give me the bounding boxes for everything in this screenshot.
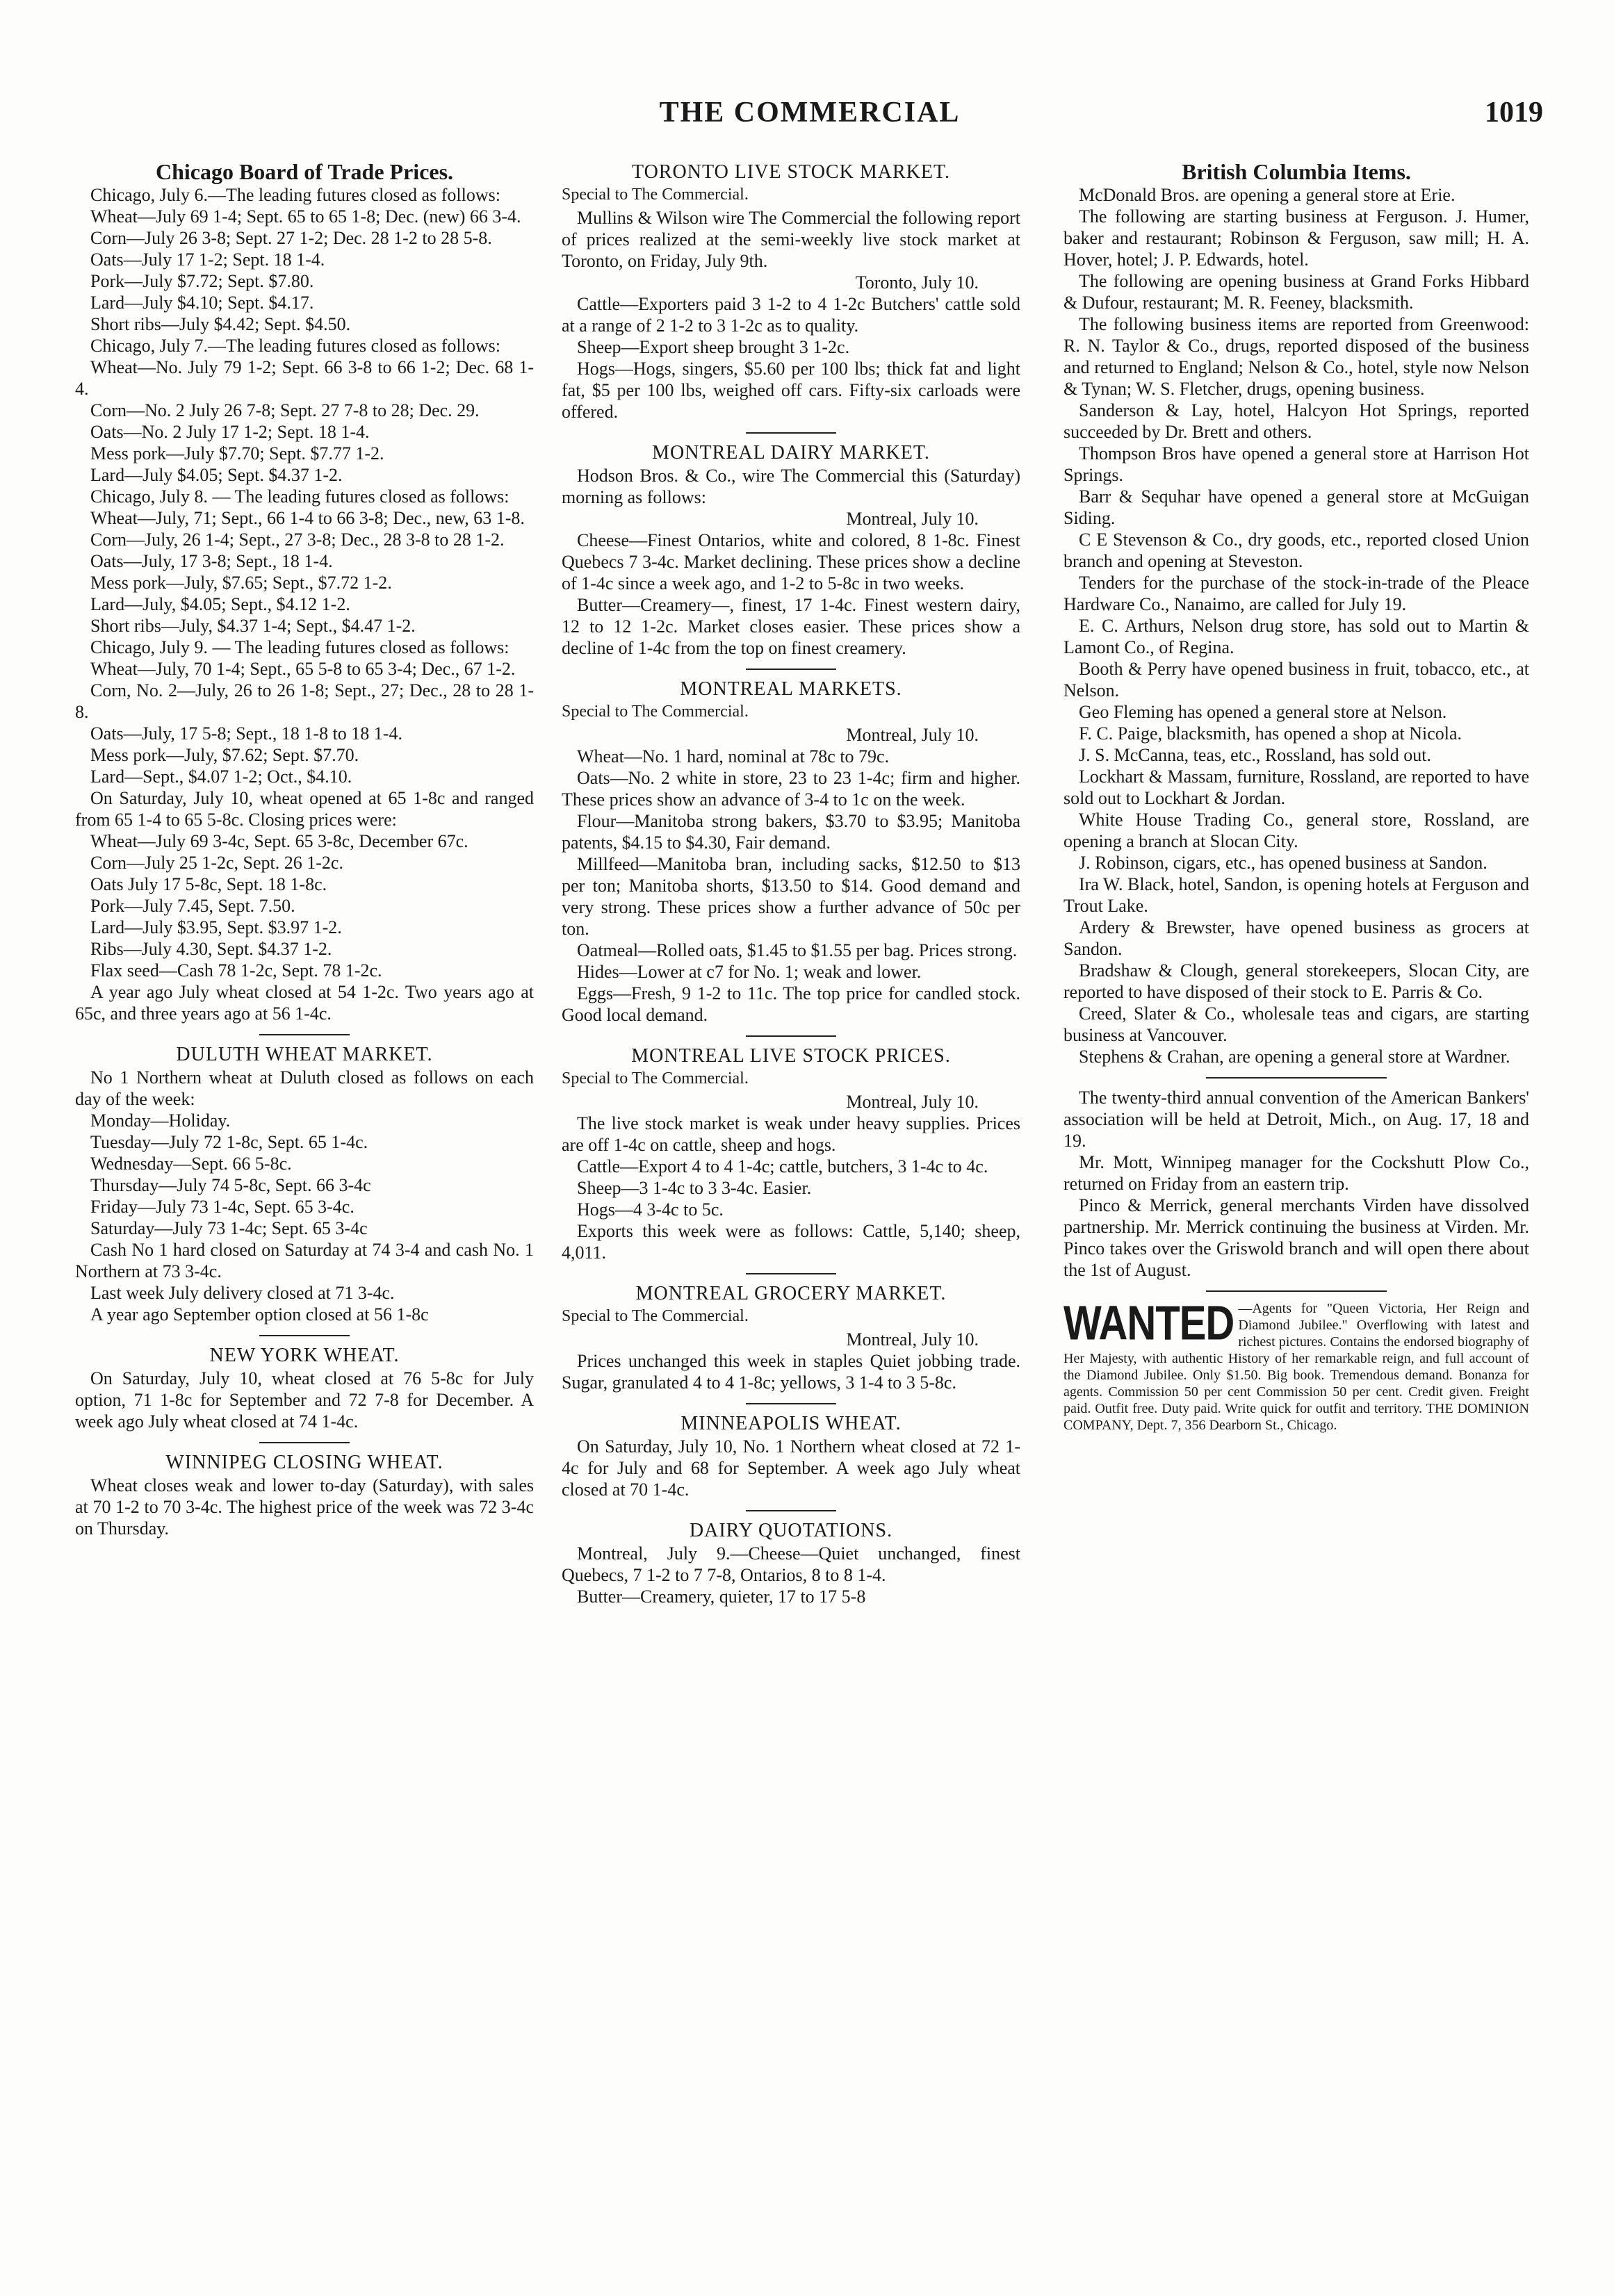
dateline: Montreal, July 10. bbox=[846, 1092, 979, 1112]
paragraph: Chicago, July 9. — The leading futures closed as follows: bbox=[90, 637, 510, 657]
paragraph: Sheep—Export sheep brought 3 1-2c. bbox=[577, 337, 850, 357]
wanted-advertisement bbox=[1063, 1296, 1529, 1434]
paragraph: Lard—Sept., $4.07 1-2; Oct., $4.10. bbox=[90, 766, 352, 787]
paragraph: Wheat—No. July 79 1-2; Sept. 66 3-8 to 66 1-2; Dec. 68 1-4. bbox=[75, 357, 534, 399]
paragraph: Wheat—No. 1 hard, nominal at 78c to 79c. bbox=[577, 746, 890, 766]
dateline: Montreal, July 10. bbox=[846, 509, 979, 529]
paragraph: Short ribs—July $4.42; Sept. $4.50. bbox=[90, 314, 351, 334]
paragraph: Last week July delivery closed at 71 3-4c. bbox=[90, 1283, 395, 1303]
paragraph: Chicago, July 6.—The leading futures closed as follows: bbox=[90, 185, 500, 205]
news-item: J. S. McCanna, teas, etc., Rossland, has sold out. bbox=[1079, 745, 1431, 765]
paragraph: Cattle—Export 4 to 4 1-4c; cattle, butchers, 3 1-4c to 4c. bbox=[577, 1156, 988, 1176]
paragraph: A year ago July wheat closed at 54 1-2c. Two years ago at 65c, and three years ago at 56 1-4c. bbox=[75, 982, 534, 1024]
paragraph: Lard—July $4.10; Sept. $4.17. bbox=[90, 293, 314, 313]
section-heading: Chicago Board of Trade Prices. bbox=[155, 161, 454, 184]
column-rule bbox=[259, 1442, 350, 1443]
section-heading: DULUTH WHEAT MARKET. bbox=[176, 1044, 433, 1065]
paragraph: Lard—July, $4.05; Sept., $4.12 1-2. bbox=[90, 594, 350, 614]
section-heading: MONTREAL LIVE STOCK PRICES. bbox=[631, 1045, 951, 1067]
column-rule bbox=[746, 1273, 836, 1274]
paragraph: Corn—July 26 3-8; Sept. 27 1-2; Dec. 28 1-2 to 28 5-8. bbox=[90, 228, 492, 248]
paragraph: Cattle—Exporters paid 3 1-2 to 4 1-2c Butchers' cattle sold at a range of 2 1-2 to 3 1-2c as to quality. bbox=[562, 294, 1020, 336]
paragraph: Oats—No. 2 July 17 1-2; Sept. 18 1-4. bbox=[90, 422, 370, 442]
section-heading: MONTREAL GROCERY MARKET. bbox=[635, 1283, 947, 1304]
paragraph: Exports this week were as follows: Cattle, 5,140; sheep, 4,011. bbox=[562, 1221, 1020, 1263]
news-item: White House Trading Co., general store, Rossland, are opening a branch at Slocan City. bbox=[1063, 810, 1529, 851]
news-item: Booth & Perry have opened business in fruit, tobacco, etc., at Nelson. bbox=[1063, 659, 1529, 700]
column-rule bbox=[1206, 1077, 1387, 1079]
news-item: Lockhart & Massam, furniture, Rossland, are reported to have sold out to Lockhart & Jordan. bbox=[1063, 766, 1529, 808]
news-item: Geo Fleming has opened a general store at Nelson. bbox=[1079, 702, 1447, 722]
news-item: Mr. Mott, Winnipeg manager for the Cockshutt Plow Co., returned on Friday from an eastern trip. bbox=[1063, 1152, 1529, 1194]
column-rule bbox=[259, 1335, 350, 1336]
paragraph: Lard—July $3.95, Sept. $3.97 1-2. bbox=[90, 917, 342, 937]
column-rule bbox=[259, 1034, 350, 1035]
column-3 bbox=[1063, 161, 1529, 2274]
paragraph: Pork—July $7.72; Sept. $7.80. bbox=[90, 271, 314, 291]
paragraph: Corn—July, 26 1-4; Sept., 27 3-8; Dec., 28 3-8 to 28 1-2. bbox=[90, 530, 505, 550]
paragraph: Oatmeal—Rolled oats, $1.45 to $1.55 per bag. Prices strong. bbox=[577, 940, 1018, 960]
paragraph: Mess pork—July, $7.62; Sept. $7.70. bbox=[90, 745, 359, 765]
article-section bbox=[562, 161, 1020, 423]
paragraph: Wheat—July 69 3-4c, Sept. 65 3-8c, December 67c. bbox=[90, 831, 468, 851]
news-item: The following are starting business at Ferguson. J. Humer, baker and restaurant; Robinson & Ferguson, saw mill; H. A. Hover, hotel; J. P. Edwards, hotel. bbox=[1063, 206, 1529, 270]
paragraph: Flour—Manitoba strong bakers, $3.70 to $3.95; Manitoba patents, $4.15 to $4.30, Fair demand. bbox=[562, 811, 1020, 853]
article-section bbox=[562, 1510, 1020, 1607]
news-item: E. C. Arthurs, Nelson drug store, has sold out to Martin & Lamont Co., of Regina. bbox=[1063, 616, 1529, 657]
paragraph: Corn, No. 2—July, 26 to 26 1-8; Sept., 27; Dec., 28 to 28 1-8. bbox=[75, 680, 534, 722]
article-section bbox=[562, 1273, 1020, 1393]
paragraph: Monday—Holiday. bbox=[90, 1110, 231, 1131]
news-item: Creed, Slater & Co., wholesale teas and cigars, are starting business at Vancouver. bbox=[1063, 1003, 1529, 1045]
section-heading: DAIRY QUOTATIONS. bbox=[689, 1520, 893, 1541]
dateline: Montreal, July 10. bbox=[846, 725, 979, 745]
article-section bbox=[75, 1335, 534, 1432]
paragraph: Mess pork—July, $7.65; Sept., $7.72 1-2. bbox=[90, 573, 392, 593]
news-item: Ira W. Black, hotel, Sandon, is opening hotels at Ferguson and Trout Lake. bbox=[1063, 874, 1529, 916]
special-line: Special to The Commercial. bbox=[562, 703, 749, 721]
page-number: 1019 bbox=[1485, 97, 1543, 129]
column-1 bbox=[75, 161, 534, 2274]
news-item: The following business items are reported from Greenwood: R. N. Taylor & Co., drugs, reported disposed of the business and returned to England; Nelson & Co., hotel, style now Nelson & Tynan; W. S. Fletcher, drugs, opening business. bbox=[1063, 314, 1529, 399]
section-heading: MONTREAL DAIRY MARKET. bbox=[652, 442, 930, 464]
column-rule bbox=[746, 1403, 836, 1404]
paragraph: A year ago September option closed at 56 1-8c bbox=[90, 1304, 429, 1325]
article-section bbox=[1063, 161, 1529, 1067]
section-heading: MONTREAL MARKETS. bbox=[680, 678, 902, 700]
article-section bbox=[562, 1403, 1020, 1500]
paragraph: Prices unchanged this week in staples Quiet jobbing trade. Sugar, granulated 4 to 4 1-8c; yellows, 3 1-4 to 3 5-8c. bbox=[562, 1351, 1020, 1393]
section-heading: TORONTO LIVE STOCK MARKET. bbox=[632, 161, 950, 183]
paragraph: Wheat—July 69 1-4; Sept. 65 to 65 1-8; Dec. (new) 66 3-4. bbox=[90, 206, 521, 227]
paragraph: Hides—Lower at c7 for No. 1; weak and lower. bbox=[577, 962, 922, 982]
paragraph: Mullins & Wilson wire The Commercial the following report of prices realized at the semi-weekly live stock market at Toronto, on Friday, July 9th. bbox=[562, 208, 1020, 271]
dateline: Montreal, July 10. bbox=[846, 1329, 979, 1350]
paragraph: Oats—July 17 1-2; Sept. 18 1-4. bbox=[90, 249, 325, 270]
article-section bbox=[75, 161, 534, 1024]
running-head bbox=[76, 96, 1543, 138]
dateline: Toronto, July 10. bbox=[855, 272, 979, 293]
paragraph: Wheat closes weak and lower to-day (Saturday), with sales at 70 1-2 to 70 3-4c. The highest price of the week was 72 3-4c on Thursday. bbox=[75, 1475, 534, 1539]
column-2 bbox=[562, 161, 1020, 2274]
advert-body: —Agents for "Queen Victoria, Her Reign and Diamond Jubilee." Overflowing with latest and richest pictures. Contains the endorsed biography of Her Majesty, with authentic History of her remarkable reign, and full account of the Diamond Jubilee. Only $1.50. Big book. Tremendous demand. Bonanza for agents. Commission 50 per cent Commission 50 per cent. Credit given. Freight paid. Outfit free. Duty paid. Write quick for outfit and territory. THE DOMINION COMPANY, Dept. 7, 356 Dearborn St., Chicago. bbox=[1063, 1301, 1529, 1433]
special-line: Special to The Commercial. bbox=[562, 1307, 749, 1325]
paragraph: Sheep—3 1-4c to 3 3-4c. Easier. bbox=[577, 1178, 812, 1198]
news-item: The following are opening business at Grand Forks Hibbard & Dufour, restaurant; M. R. Feeney, blacksmith. bbox=[1063, 271, 1529, 313]
paragraph: Hodson Bros. & Co., wire The Commercial this (Saturday) morning as follows: bbox=[562, 466, 1020, 507]
article-section bbox=[75, 1442, 534, 1539]
paragraph: Mess pork—July $7.70; Sept. $7.77 1-2. bbox=[90, 443, 384, 464]
article-section bbox=[562, 669, 1020, 1026]
column-rule bbox=[746, 1510, 836, 1511]
paragraph: Oats July 17 5-8c, Sept. 18 1-8c. bbox=[90, 874, 327, 894]
column-rule bbox=[746, 669, 836, 670]
paragraph: Flax seed—Cash 78 1-2c, Sept. 78 1-2c. bbox=[90, 960, 382, 981]
paragraph: No 1 Northern wheat at Duluth closed as follows on each day of the week: bbox=[75, 1067, 534, 1109]
special-line: Special to The Commercial. bbox=[562, 1069, 749, 1088]
paragraph: Oats—July, 17 5-8; Sept., 18 1-8 to 18 1-4. bbox=[90, 723, 402, 744]
notes-section bbox=[1063, 1087, 1529, 1281]
news-item: Barr & Sequhar have opened a general store at McGuigan Siding. bbox=[1063, 486, 1529, 528]
paragraph: Friday—July 73 1-4c, Sept. 65 3-4c. bbox=[90, 1197, 354, 1217]
paragraph: On Saturday, July 10, wheat closed at 76 5-8c for July option, 71 1-8c for September and 72 7-8 for December. A week ago July wheat closed at 74 1-4c. bbox=[75, 1368, 534, 1432]
news-item: McDonald Bros. are opening a general store at Erie. bbox=[1079, 185, 1456, 205]
news-item: Pinco & Merrick, general merchants Virden have dissolved partnership. Mr. Merrick continuing the business at Virden. Mr. Pinco takes over the Griswold branch and will open there about the 1st of August. bbox=[1063, 1195, 1529, 1280]
article-section bbox=[75, 1034, 534, 1325]
paragraph: Lard—July $4.05; Sept. $4.37 1-2. bbox=[90, 465, 343, 485]
section-heading: NEW YORK WHEAT. bbox=[209, 1345, 400, 1366]
news-item: C E Stevenson & Co., dry goods, etc., reported closed Union branch and opening at Steveston. bbox=[1063, 530, 1529, 571]
paragraph: Tuesday—July 72 1-8c, Sept. 65 1-4c. bbox=[90, 1132, 368, 1152]
paragraph: Thursday—July 74 5-8c, Sept. 66 3-4c bbox=[90, 1175, 371, 1195]
paragraph: Chicago, July 7.—The leading futures closed as follows: bbox=[90, 336, 500, 356]
column-rule bbox=[746, 1035, 836, 1037]
paragraph: Corn—July 25 1-2c, Sept. 26 1-2c. bbox=[90, 853, 343, 873]
section-heading: WINNIPEG CLOSING WHEAT. bbox=[165, 1452, 443, 1473]
news-item: Stephens & Crahan, are opening a general store at Wardner. bbox=[1079, 1047, 1510, 1067]
paragraph: Saturday—July 73 1-4c; Sept. 65 3-4c bbox=[90, 1218, 368, 1238]
paragraph: Eggs—Fresh, 9 1-2 to 11c. The top price for candled stock. Good local demand. bbox=[562, 983, 1020, 1025]
news-item: Thompson Bros have opened a general store at Harrison Hot Springs. bbox=[1063, 443, 1529, 485]
paragraph: Oats—July, 17 3-8; Sept., 18 1-4. bbox=[90, 551, 333, 571]
news-item: Tenders for the purchase of the stock-in-trade of the Pleace Hardware Co., Nanaimo, are called for July 19. bbox=[1063, 573, 1529, 614]
paragraph: On Saturday, July 10, wheat opened at 65 1-8c and ranged from 65 1-4 to 65 5-8c. Closing prices were: bbox=[75, 788, 534, 830]
paragraph: Butter—Creamery, quieter, 17 to 17 5-8 bbox=[577, 1586, 866, 1607]
news-item: Bradshaw & Clough, general storekeepers, Slocan City, are reported to have disposed of their stock to E. Parris & Co. bbox=[1063, 960, 1529, 1002]
paragraph: Montreal, July 9.—Cheese—Quiet unchanged, finest Quebecs, 7 1-2 to 7 7-8, Ontarios, 8 to 8 1-4. bbox=[562, 1543, 1020, 1585]
news-item: F. C. Paige, blacksmith, has opened a shop at Nicola. bbox=[1079, 723, 1462, 744]
paragraph: Pork—July 7.45, Sept. 7.50. bbox=[90, 896, 295, 916]
column-rule bbox=[746, 432, 836, 434]
paragraph: Chicago, July 8. — The leading futures closed as follows: bbox=[90, 486, 510, 507]
news-item: The twenty-third annual convention of the American Bankers' association will be held at Detroit, Mich., on Aug. 17, 18 and 19. bbox=[1063, 1088, 1529, 1151]
paragraph: Ribs—July 4.30, Sept. $4.37 1-2. bbox=[90, 939, 332, 959]
news-item: Ardery & Brewster, have opened business as grocers at Sandon. bbox=[1063, 917, 1529, 959]
publication-title: THE COMMERCIAL bbox=[659, 97, 961, 129]
paragraph: Oats—No. 2 white in store, 23 to 23 1-4c; firm and higher. These prices show an advance of 3-4 to 1c on the week. bbox=[562, 768, 1020, 810]
paragraph: Wheat—July, 70 1-4; Sept., 65 5-8 to 65 3-4; Dec., 67 1-2. bbox=[90, 659, 516, 679]
column-rule bbox=[1206, 1290, 1387, 1292]
paragraph: Millfeed—Manitoba bran, including sacks, $12.50 to $13 per ton; Manitoba shorts, $13.50 to $14. Good demand and very strong. These prices show a further advance of 50c per ton. bbox=[562, 854, 1020, 939]
news-item: Sanderson & Lay, hotel, Halcyon Hot Springs, reported succeeded by Dr. Brett and others. bbox=[1063, 400, 1529, 442]
paragraph: Butter—Creamery—, finest, 17 1-4c. Finest western dairy, 12 to 12 1-2c. Market closes easier. These prices show a decline of 1-4c from the top on finest creamery. bbox=[562, 595, 1020, 658]
paragraph: Short ribs—July, $4.37 1-4; Sept., $4.47 1-2. bbox=[90, 616, 416, 636]
paragraph: Hogs—Hogs, singers, $5.60 per 100 lbs; thick fat and light fat, $5 per 100 lbs, weighed off cars. Fifty-six carloads were offered. bbox=[562, 359, 1020, 422]
paragraph: Cheese—Finest Ontarios, white and colored, 8 1-8c. Finest Quebecs 7 3-4c. Market declining. These prices show a decline of 1-4c since a week ago, and 1-2 to 5-8c in two weeks. bbox=[562, 530, 1020, 593]
paragraph: Corn—No. 2 July 26 7-8; Sept. 27 7-8 to 28; Dec. 29. bbox=[90, 400, 480, 420]
paragraph: Cash No 1 hard closed on Saturday at 74 3-4 and cash No. 1 Northern at 73 3-4c. bbox=[75, 1240, 534, 1281]
article-section bbox=[562, 432, 1020, 659]
paragraph: On Saturday, July 10, No. 1 Northern wheat closed at 72 1-4c for July and 68 for September. A week ago July wheat closed at 70 1-4c. bbox=[562, 1436, 1020, 1500]
paragraph: Hogs—4 3-4c to 5c. bbox=[577, 1199, 724, 1220]
paragraph: Wheat—July, 71; Sept., 66 1-4 to 66 3-8; Dec., new, 63 1-8. bbox=[90, 508, 525, 528]
advert-heading: WANTED bbox=[1063, 1296, 1234, 1350]
paragraph: Wednesday—Sept. 66 5-8c. bbox=[90, 1154, 292, 1174]
news-item: J. Robinson, cigars, etc., has opened business at Sandon. bbox=[1079, 853, 1487, 873]
section-heading: MINNEAPOLIS WHEAT. bbox=[680, 1413, 902, 1434]
paragraph: The live stock market is weak under heavy supplies. Prices are off 1-4c on cattle, sheep and hogs. bbox=[562, 1113, 1020, 1155]
article-section bbox=[562, 1035, 1020, 1263]
section-heading: British Columbia Items. bbox=[1182, 161, 1411, 184]
special-line: Special to The Commercial. bbox=[562, 186, 749, 204]
